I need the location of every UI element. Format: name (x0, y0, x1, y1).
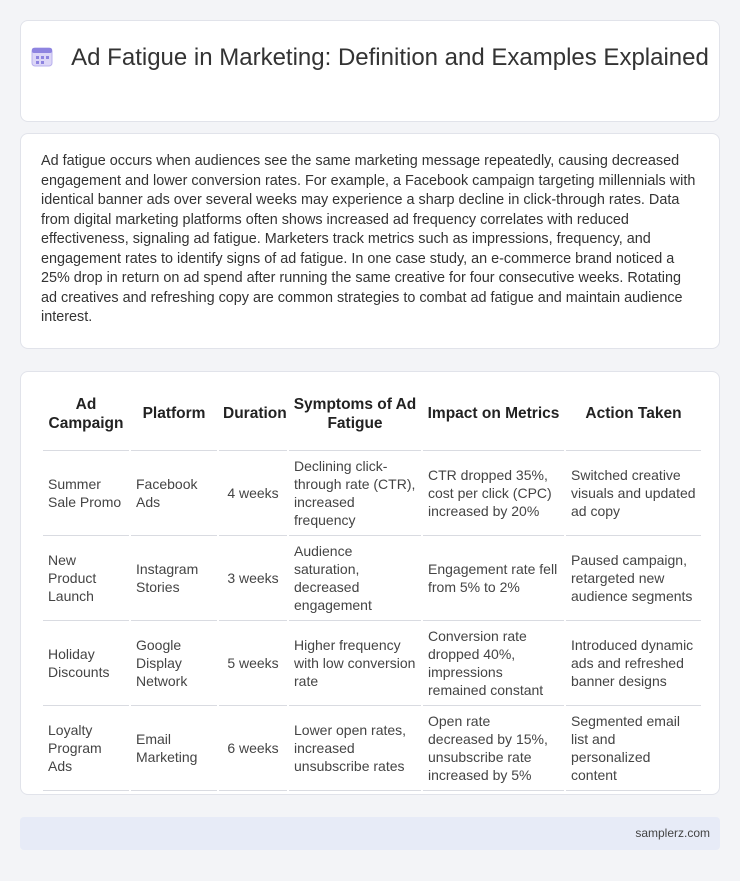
table-row (43, 621, 701, 706)
header-impact: Impact on Metrics (423, 389, 564, 451)
footer-bar (20, 817, 720, 850)
cell-campaign: Summer Sale Promo (43, 451, 129, 536)
page-title (21, 43, 719, 73)
header-platform: Platform (131, 389, 217, 451)
cell-symptoms: Higher frequency with low conversion rate (289, 621, 421, 706)
cell-platform: Instagram Stories (131, 536, 217, 621)
cell-duration: 6 weeks (219, 706, 287, 791)
header-duration: Duration (219, 389, 287, 451)
table-row (43, 451, 701, 536)
ad-fatigue-table (41, 389, 703, 791)
cell-symptoms: Declining click-through rate (CTR), increased frequency (289, 451, 421, 536)
cell-impact: Conversion rate dropped 40%, impressions remained constant (423, 621, 564, 706)
cell-impact: Engagement rate fell from 5% to 2% (423, 536, 564, 621)
table-row (43, 536, 701, 621)
header-symptoms: Symptoms of Ad Fatigue (289, 389, 421, 451)
table-card (20, 371, 720, 795)
cell-action: Introduced dynamic ads and refreshed banner designs (566, 621, 701, 706)
cell-duration: 5 weeks (219, 621, 287, 706)
cell-impact: Open rate decreased by 15%, unsubscribe rate increased by 5% (423, 706, 564, 791)
cell-impact: CTR dropped 35%, cost per click (CPC) increased by 20% (423, 451, 564, 536)
cell-platform: Email Marketing (131, 706, 217, 791)
cell-campaign: Loyalty Program Ads (43, 706, 129, 791)
intro-card (20, 133, 720, 349)
cell-campaign: Holiday Discounts (43, 621, 129, 706)
table-row (43, 706, 701, 791)
cell-action: Switched creative visuals and updated ad copy (566, 451, 701, 536)
cell-duration: 3 weeks (219, 536, 287, 621)
cell-duration: 4 weeks (219, 451, 287, 536)
page-title-text: Ad Fatigue in Marketing: Definition and Examples Explained (71, 44, 709, 71)
intro-paragraph: Ad fatigue occurs when audiences see the same marketing message repeatedly, causing decreased engagement and lower conversion rates. For example, a Facebook campaign targeting millennials with identical banner ads over several weeks may experience a sharp decline in click-through rates. Data from digital marketing platforms often shows increased ad frequency correlates with reduced effectiveness, signaling ad fatigue. Marketers track metrics such as impressions, frequency, and engagement rates to identify signs of ad fatigue. In one case study, an e-commerce brand noticed a 25% drop in return on ad spend after running the same creative for four consecutive weeks. Rotating ad creatives and refreshing copy are common strategies to combat ad fatigue and maintain audience interest. (41, 153, 696, 325)
calendar-icon (31, 45, 53, 67)
table-header-row (43, 389, 701, 451)
cell-symptoms: Audience saturation, decreased engagement (289, 536, 421, 621)
cell-symptoms: Lower open rates, increased unsubscribe rates (289, 706, 421, 791)
cell-platform: Google Display Network (131, 621, 217, 706)
cell-action: Segmented email list and personalized content (566, 706, 701, 791)
footer-site-link[interactable]: samplerz.com (635, 826, 710, 840)
header-ad-campaign: Ad Campaign (43, 389, 129, 451)
header-action: Action Taken (566, 389, 701, 451)
title-card (20, 20, 720, 122)
cell-action: Paused campaign, retargeted new audience segments (566, 536, 701, 621)
cell-campaign: New Product Launch (43, 536, 129, 621)
cell-platform: Facebook Ads (131, 451, 217, 536)
